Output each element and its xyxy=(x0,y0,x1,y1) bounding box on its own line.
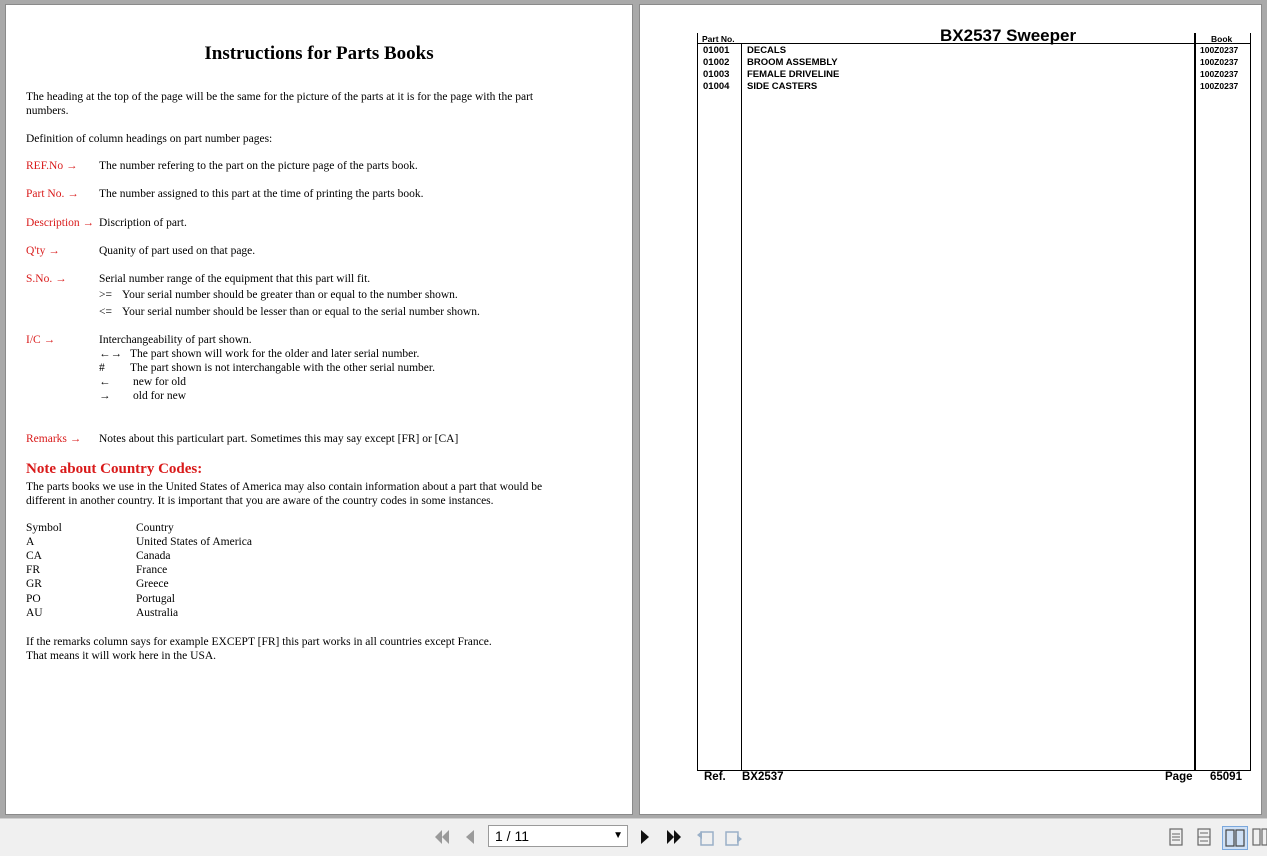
sheet-title: BX2537 Sweeper xyxy=(940,26,1077,45)
country-header: Country xyxy=(136,522,174,534)
last-page-icon xyxy=(665,828,683,846)
table-border-right xyxy=(1250,33,1251,770)
part-description: SIDE CASTERS xyxy=(747,81,818,92)
go-forward-button[interactable] xyxy=(724,827,744,847)
part-book: 100Z0237 xyxy=(1200,57,1239,67)
page-value: 65091 xyxy=(1210,771,1242,783)
continuous-facing-view-button[interactable] xyxy=(1252,827,1267,847)
next-page-icon xyxy=(636,828,654,846)
description-definition: Discription of part. xyxy=(99,217,187,229)
country-name: United States of America xyxy=(136,536,252,548)
qty-definition: Quanity of part used on that page. xyxy=(99,245,256,257)
qty-term: Q'ty → xyxy=(26,245,60,257)
footer-line-1: If the remarks column says for example EXCEPT [FR] this part works in all countries except France. xyxy=(26,636,492,648)
left-page xyxy=(6,5,632,814)
part-number: 01001 xyxy=(703,45,730,56)
last-page-button[interactable] xyxy=(664,827,684,847)
country-symbol: AU xyxy=(26,607,43,619)
sno-ge-text: Your serial number should be greater than or equal to the number shown. xyxy=(122,289,458,301)
part-book: 100Z0237 xyxy=(1200,45,1239,55)
intro-line-1: The heading at the top of the page will be the same for the picture of the parts at it is for the page with the part xyxy=(26,91,534,103)
country-symbol: PO xyxy=(26,593,41,605)
chevron-down-icon: ▼ xyxy=(613,830,623,841)
continuous-page-icon xyxy=(1196,828,1212,846)
symbol-header: Symbol xyxy=(26,522,62,534)
sno-le-symbol: <= xyxy=(99,306,112,318)
facing-pages-icon xyxy=(1225,829,1245,847)
next-page-button[interactable] xyxy=(635,827,655,847)
go-forward-icon xyxy=(724,827,744,847)
part-number: 01003 xyxy=(703,69,730,80)
ic-term: I/C → xyxy=(26,334,56,346)
first-page-icon xyxy=(433,828,451,846)
part-no-term: Part No. → xyxy=(26,188,79,200)
book-header: Book xyxy=(1211,34,1233,44)
country-codes-heading: Note about Country Codes: xyxy=(26,461,203,477)
part-description: FEMALE DRIVELINE xyxy=(747,69,840,80)
ic-right-symbol: → xyxy=(99,390,111,402)
ref-no-term: REF.No → xyxy=(26,160,78,172)
part-number: 01004 xyxy=(703,81,730,92)
ref-label: Ref. xyxy=(704,771,726,783)
ic-hash-text: The part shown is not interchangable with the other serial number. xyxy=(130,362,435,374)
country-name: France xyxy=(136,564,168,576)
intro-line-2: numbers. xyxy=(26,105,69,117)
continuous-facing-icon xyxy=(1252,828,1267,846)
part-book: 100Z0237 xyxy=(1200,81,1239,91)
page-number-select[interactable] xyxy=(488,825,628,847)
part-no-definition: The number assigned to this part at the time of printing the parts book. xyxy=(99,188,424,200)
continuous-view-button[interactable] xyxy=(1194,827,1214,847)
country-symbol: FR xyxy=(26,564,41,576)
single-page-view-button[interactable] xyxy=(1166,827,1186,847)
single-page-icon xyxy=(1168,828,1184,846)
country-name: Canada xyxy=(136,550,171,562)
country-text-1: The parts books we use in the United States of America may also contain information about a part that would be xyxy=(26,481,543,493)
prev-page-icon xyxy=(461,828,479,846)
country-symbol: A xyxy=(26,536,35,548)
sno-le-text: Your serial number should be lesser than or equal to the serial number shown. xyxy=(122,306,480,318)
country-name: Australia xyxy=(136,607,179,619)
ref-no-definition: The number refering to the part on the picture page of the parts book. xyxy=(99,160,418,172)
facing-view-button[interactable] xyxy=(1222,826,1248,850)
ic-left-text: new for old xyxy=(133,376,187,388)
part-number: 01002 xyxy=(703,57,730,68)
definition-heading: Definition of column headings on part number pages: xyxy=(26,133,273,145)
country-name: Portugal xyxy=(136,593,175,605)
country-text-2: different in another country. It is important that you are aware of the country codes in some instances. xyxy=(26,495,494,507)
go-back-button[interactable] xyxy=(695,827,715,847)
remarks-definition: Notes about this particulart part. Sometimes this may say except [FR] or [CA] xyxy=(99,433,459,445)
go-back-icon xyxy=(695,827,715,847)
part-description: DECALS xyxy=(747,45,787,56)
navigation-toolbar xyxy=(0,818,1267,856)
ref-value: BX2537 xyxy=(742,771,784,783)
ic-definition: Interchangeability of part shown. xyxy=(99,334,252,346)
table-column-divider xyxy=(1194,33,1196,770)
first-page-button[interactable] xyxy=(432,827,452,847)
part-no-header: Part No. xyxy=(702,34,735,44)
ic-both-text: The part shown will work for the older and later serial number. xyxy=(130,348,420,360)
country-symbol: CA xyxy=(26,550,42,562)
page-title: Instructions for Parts Books xyxy=(204,43,434,64)
ic-both-symbol: ←→ xyxy=(99,348,122,360)
page-indicator: 1 / 11 xyxy=(495,828,529,844)
ic-left-symbol: ← xyxy=(99,376,111,388)
prev-page-button[interactable] xyxy=(460,827,480,847)
part-book: 100Z0237 xyxy=(1200,69,1239,79)
sno-definition: Serial number range of the equipment that this part will fit. xyxy=(99,273,371,285)
country-symbol: GR xyxy=(26,578,42,590)
part-description: BROOM ASSEMBLY xyxy=(747,57,838,68)
remarks-term: Remarks → xyxy=(26,433,82,445)
table-column-divider xyxy=(741,43,742,770)
footer-line-2: That means it will work here in the USA. xyxy=(26,650,217,662)
sno-ge-symbol: >= xyxy=(99,289,112,301)
country-name: Greece xyxy=(136,578,169,590)
description-term: Description → xyxy=(26,217,95,229)
sno-term: S.No. → xyxy=(26,273,67,285)
page-label: Page xyxy=(1165,771,1193,783)
right-page xyxy=(640,5,1261,814)
ic-right-text: old for new xyxy=(133,390,187,402)
table-border-left xyxy=(697,33,698,770)
ic-hash-symbol: # xyxy=(99,362,105,374)
